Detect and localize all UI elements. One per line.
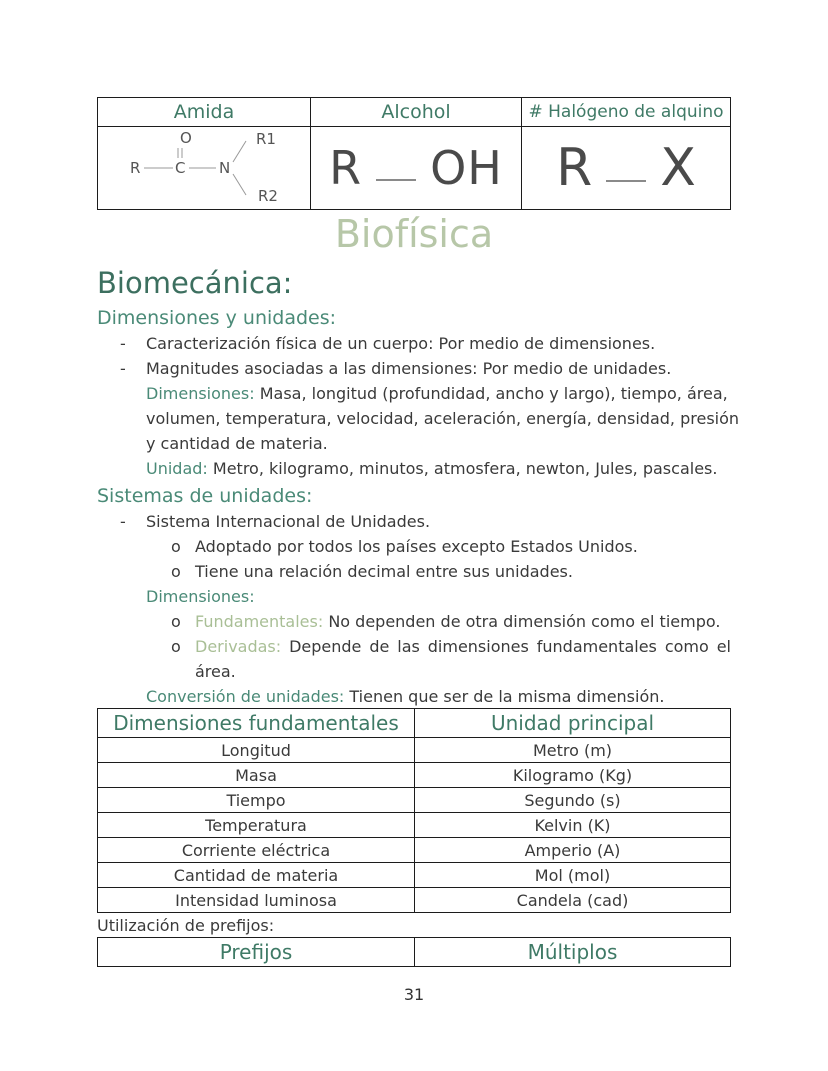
amida-r1: R1 <box>256 130 276 148</box>
bullet-dash: - <box>120 512 126 531</box>
conversion-line <box>146 687 664 706</box>
unit-cell: Candela (cad) <box>415 888 731 913</box>
alcohol-formula <box>311 127 522 210</box>
unidad-label: Unidad: <box>146 459 208 478</box>
header-alcohol: Alcohol <box>311 98 522 127</box>
functional-groups-table <box>97 97 731 210</box>
bullet-dash: - <box>120 359 126 378</box>
conversion-label: Conversión de unidades: <box>146 687 345 706</box>
fundamentales-line <box>195 612 720 631</box>
alcohol-bond <box>376 179 416 181</box>
derivadas-label: Derivadas: <box>195 637 282 656</box>
fundamentales-label: Fundamentales: <box>195 612 324 631</box>
prefixes-table <box>97 937 731 967</box>
amida-r2: R2 <box>258 187 278 205</box>
header-halogeno: # Halógeno de alquino <box>522 98 731 127</box>
unidad-line <box>146 459 717 478</box>
bullet-o: o <box>171 637 181 656</box>
header-unidad: Unidad principal <box>415 709 731 738</box>
bullet-text: Caracterización física de un cuerpo: Por medio de dimensiones. <box>146 334 656 353</box>
dimensiones-line-2: volumen, temperatura, velocidad, aceleración, energía, densidad, presión <box>146 409 740 428</box>
bullet-o: o <box>171 537 181 556</box>
unit-cell: Amperio (A) <box>415 838 731 863</box>
dimensiones-line-3: y cantidad de materia. <box>146 434 328 453</box>
page-number: 31 <box>403 985 425 1004</box>
sub-bullet-text: Tiene una relación decimal entre sus unidades. <box>195 562 573 581</box>
header-multiplos: Múltiplos <box>415 938 731 967</box>
table-row <box>98 763 731 788</box>
dimension-cell: Tiempo <box>98 788 415 813</box>
header-amida: Amida <box>98 98 311 127</box>
amida-structure <box>98 127 311 210</box>
dimensiones-text: Masa, longitud (profundidad, ancho y largo), tiempo, área, <box>254 384 728 403</box>
header-prefijos: Prefijos <box>98 938 415 967</box>
dimension-cell: Masa <box>98 763 415 788</box>
dimensiones-label-2: Dimensiones: <box>146 587 255 606</box>
prefijos-intro: Utilización de prefijos: <box>97 916 275 935</box>
conversion-text: Tienen que ser de la misma dimensión. <box>344 687 665 706</box>
alcohol-oh: OH <box>430 141 503 195</box>
amida-n: N <box>219 159 231 177</box>
bullet-text: Magnitudes asociadas a las dimensiones: Por medio de unidades. <box>146 359 672 378</box>
section-heading: Biomecánica: <box>97 266 293 300</box>
unit-cell: Metro (m) <box>415 738 731 763</box>
table-row <box>98 813 731 838</box>
alcohol-r: R <box>329 141 363 195</box>
amida-c: C <box>175 159 186 177</box>
dimension-cell: Intensidad luminosa <box>98 888 415 913</box>
sub-bullet-text: Adoptado por todos los países excepto Estados Unidos. <box>195 537 638 556</box>
amida-r: R <box>130 159 141 177</box>
table-row <box>98 888 731 913</box>
unit-cell: Segundo (s) <box>415 788 731 813</box>
table-row <box>98 788 731 813</box>
dimension-cell: Longitud <box>98 738 415 763</box>
bullet-text: Sistema Internacional de Unidades. <box>146 512 431 531</box>
header-dimensiones: Dimensiones fundamentales <box>98 709 415 738</box>
derivadas-line-2: área. <box>195 662 236 681</box>
unit-cell: Kelvin (K) <box>415 813 731 838</box>
derivadas-line <box>195 637 731 656</box>
unit-cell: Mol (mol) <box>415 863 731 888</box>
halogeno-r: R <box>556 138 593 198</box>
derivadas-text: Depende de las dimensiones fundamentales como el <box>281 637 731 656</box>
bullet-o: o <box>171 562 181 581</box>
fundamentales-text: No dependen de otra dimensión como el tiempo. <box>323 612 721 631</box>
subheading-dimensiones: Dimensiones y unidades: <box>97 307 337 329</box>
halogeno-formula <box>522 127 731 210</box>
bullet-o: o <box>171 612 181 631</box>
table-row <box>98 863 731 888</box>
page-title: Biofísica <box>334 212 494 256</box>
dimensions-table <box>97 708 731 913</box>
amida-o: O <box>180 129 192 147</box>
bullet-dash: - <box>120 334 126 353</box>
subheading-sistemas: Sistemas de unidades: <box>97 485 313 507</box>
amide-structure-diagram <box>98 127 310 205</box>
table-row <box>98 838 731 863</box>
dimensiones-line <box>146 384 728 403</box>
unidad-text: Metro, kilogramo, minutos, atmosfera, newton, Jules, pascales. <box>207 459 718 478</box>
unit-cell: Kilogramo (Kg) <box>415 763 731 788</box>
dimensiones-label: Dimensiones: <box>146 384 255 403</box>
halogeno-bond <box>606 180 646 182</box>
halogeno-x: X <box>660 138 696 198</box>
dimension-cell: Cantidad de materia <box>98 863 415 888</box>
dimension-cell: Temperatura <box>98 813 415 838</box>
dimension-cell: Corriente eléctrica <box>98 838 415 863</box>
table-row <box>98 738 731 763</box>
